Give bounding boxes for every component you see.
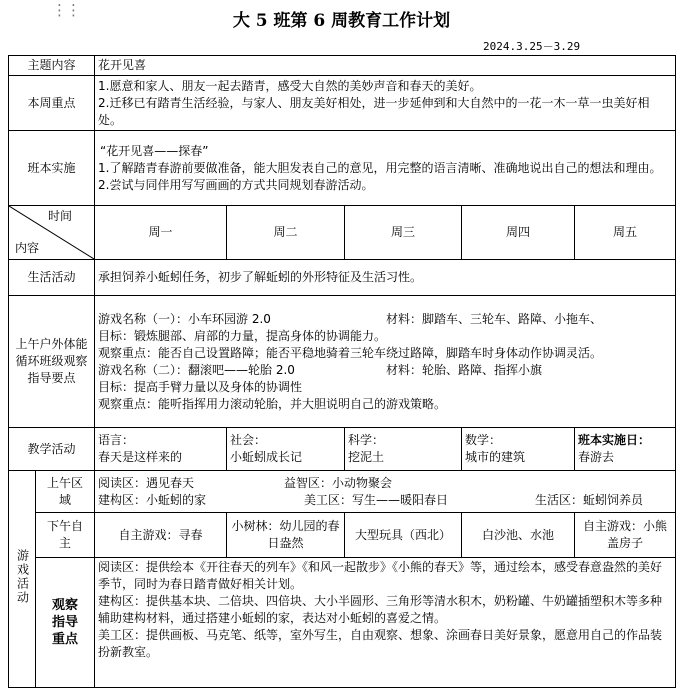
class-impl-line: 2.尝试与同伴用写写画画的方式共同规划春游活动。: [98, 177, 374, 192]
outdoor-label: 上午户外体能循环班级观察指导要点: [9, 296, 95, 428]
afternoon-friday[interactable]: 自主游戏：小熊盖房子: [575, 513, 676, 558]
afternoon-monday[interactable]: 自主游戏：寻春: [95, 513, 227, 558]
focus-label: 本周重点: [9, 76, 95, 131]
afternoon-tuesday[interactable]: 小树林：幼儿园的春日盎然: [227, 513, 345, 558]
day-wednesday: 周三: [345, 206, 462, 260]
row-games-morning: [9, 471, 676, 513]
row-class-impl: [9, 131, 676, 206]
class-impl-content[interactable]: [95, 131, 676, 206]
day-thursday: 周四: [462, 206, 575, 260]
row-outdoor: [9, 296, 676, 428]
outdoor-content[interactable]: [95, 296, 676, 428]
morning-content[interactable]: [95, 471, 676, 513]
day-monday: 周一: [95, 206, 227, 260]
header-time-label: 时间: [48, 209, 73, 223]
class-impl-line: 1.了解踏青春游前要做准备，能大胆发表自己的意见，用完整的语言清晰、准确地说出自己的想法和理由。: [98, 160, 662, 175]
afternoon-wednesday[interactable]: 大型玩具（西北）: [345, 513, 462, 558]
row-theme: [9, 56, 676, 76]
class-impl-label: 班本实施: [9, 131, 95, 206]
row-header: [9, 206, 676, 260]
day-tuesday: 周二: [227, 206, 345, 260]
page-title: 大 5 班第 6 周教育工作计划: [232, 11, 451, 31]
teaching-monday[interactable]: 语言： 春天是这样来的: [95, 428, 227, 471]
games-label: 游戏活动: [9, 471, 36, 688]
row-life: [9, 260, 676, 296]
outdoor-line: 游戏名称（一）：小车环园游 2.0 材料：脚踏车、三轮车、路障、小拖车、: [98, 311, 603, 326]
observe-line: 建构区：提供基本块、二倍块、四倍块、大小半圆形、三角形等清水积木，奶粉罐、牛奶罐插塑积木等多种辅助建构材料，通过搭建小蚯蚓的家，表达对小蚯蚓的喜爱之情。: [98, 594, 663, 625]
observe-label: 观察指导重点: [36, 558, 95, 688]
row-focus: [9, 76, 676, 131]
row-teaching: [9, 428, 676, 471]
plan-table: [8, 55, 676, 688]
theme-value[interactable]: 花开见喜: [95, 56, 676, 76]
class-impl-line: “花开见喜——探春”: [100, 143, 209, 158]
header-content-label: 内容: [15, 241, 40, 255]
afternoon-thursday[interactable]: 白沙池、水池: [462, 513, 575, 558]
drag-handle-icon[interactable]: ⋮⋮: [52, 1, 80, 19]
observe-content[interactable]: [95, 558, 676, 688]
outdoor-line: 游戏名称（二）：翻滚吧——轮胎 2.0 材料：轮胎、路障、指挥小旗: [98, 362, 543, 377]
focus-content[interactable]: [95, 76, 676, 131]
morning-line: 阅读区：遇见春天 益智区：小动物聚会: [98, 475, 393, 490]
teaching-wednesday[interactable]: 科学： 挖泥土: [345, 428, 462, 471]
row-games-observe: [9, 558, 676, 688]
observe-line: 美工区：提供画板、马克笔、纸等，室外写生，自由观察、想象、涂画春日美好景象，愿意用自己的作品装扮新教室。: [98, 628, 663, 659]
outdoor-line: 观察重点：能听指挥用力滚动轮胎，并大胆说明自己的游戏策略。: [98, 396, 447, 411]
outdoor-line: 目标：锻炼腿部、肩部的力量，提高身体的协调能力。: [98, 328, 387, 343]
focus-line: 2.迁移已有踏青生活经验，与家人、朋友美好相处，进一步延伸到和大自然中的一花一木一草一虫美好相处。: [98, 95, 650, 127]
theme-label: 主题内容: [9, 56, 95, 76]
afternoon-label: 下午自主: [36, 513, 95, 558]
observe-line: 阅读区：提供绘本《开往春天的列车》《和风一起散步》《小熊的春天》等，通过绘本，感受春意盎然的美好季节，同时为春日踏青做好相关计划。: [98, 560, 663, 591]
life-value[interactable]: 承担饲养小蚯蚓任务，初步了解蚯蚓的外形特征及生活习性。: [95, 260, 676, 296]
teaching-friday[interactable]: 班本实施日： 春游去: [575, 428, 676, 471]
life-label: 生活活动: [9, 260, 95, 296]
morning-line: 建构区：小蚯蚓的家 美工区：写生——暖阳春日 生活区：蚯蚓饲养员: [98, 492, 644, 507]
date-range: 2024.3.25－3.29: [483, 40, 581, 53]
outdoor-line: 目标：提高手臂力量以及身体的协调性: [98, 379, 303, 394]
outdoor-line: 观察重点：能否自己设置路障；能否平稳地骑着三轮车绕过路障，脚踏车时身体动作协调灵活。: [98, 345, 603, 360]
morning-label: 上午区域: [36, 471, 95, 513]
focus-line: 1.愿意和家人、朋友一起去踏青，感受大自然的美妙声音和春天的美好。: [98, 78, 482, 93]
row-games-afternoon: [9, 513, 676, 558]
header-diagonal-cell: [9, 206, 95, 260]
teaching-label: 教学活动: [9, 428, 95, 471]
teaching-tuesday[interactable]: 社会： 小蚯蚓成长记: [227, 428, 345, 471]
day-friday: 周五: [575, 206, 676, 260]
teaching-thursday[interactable]: 数学： 城市的建筑: [462, 428, 575, 471]
